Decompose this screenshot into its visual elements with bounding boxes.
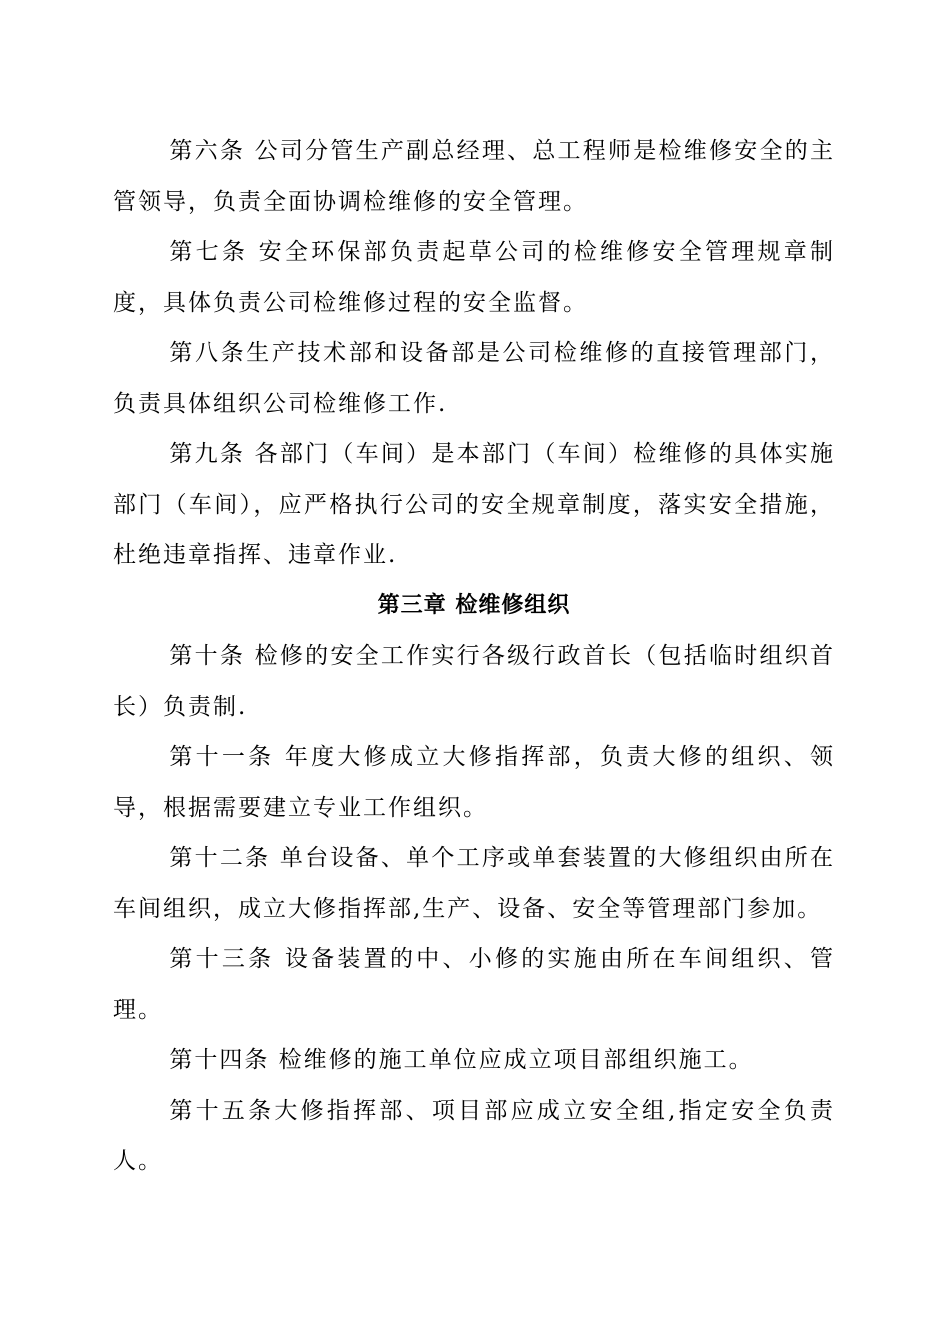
article-12-paragraph: 第十二条 单台设备、单个工序或单套装置的大修组织由所在车间组织，成立大修指挥部,生产、设备、安全等管理部门参加。: [113, 845, 835, 922]
article-10-paragraph: 第十条 检修的安全工作实行各级行政首长（包括临时组织首长）负责制.: [113, 643, 835, 720]
article-7-paragraph: 第七条 安全环保部负责起草公司的检维修安全管理规章制度，具体负责公司检维修过程的安全监督。: [113, 239, 835, 316]
article-11-paragraph: 第十一条 年度大修成立大修指挥部，负责大修的组织、领导，根据需要建立专业工作组织。: [113, 744, 835, 821]
article-8-paragraph: 第八条生产技术部和设备部是公司检维修的直接管理部门，负责具体组织公司检维修工作.: [113, 340, 835, 417]
chapter-heading: 第三章 检维修组织: [377, 592, 571, 618]
article-9-paragraph: 第九条 各部门（车间）是本部门（车间）检维修的具体实施部门（车间），应严格执行公司的安全规章制度，落实安全措施，杜绝违章指挥、违章作业.: [113, 441, 835, 568]
article-6-paragraph: 第六条 公司分管生产副总经理、总工程师是检维修安全的主管领导，负责全面协调检维修的安全管理。: [113, 138, 835, 215]
document-body: [113, 126, 835, 1187]
article-13-paragraph: 第十三条 设备装置的中、小修的实施由所在车间组织、管理。: [113, 946, 835, 1023]
article-14-paragraph: 第十四条 检维修的施工单位应成立项目部组织施工。: [169, 1047, 754, 1073]
article-15-paragraph: 第十五条大修指挥部、项目部应成立安全组,指定安全负责人。: [113, 1097, 835, 1174]
